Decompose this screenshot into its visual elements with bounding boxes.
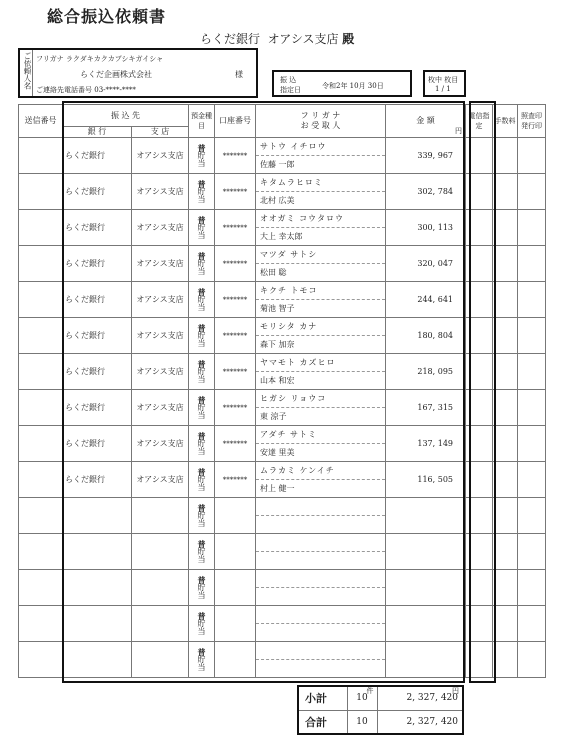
send-no-cell <box>19 246 63 282</box>
col-stamp: 照査印発行印 <box>518 105 546 138</box>
recipient-name: 山本 和宏 <box>260 376 295 385</box>
stamp-cell <box>518 210 546 246</box>
send-no-cell <box>19 318 63 354</box>
deposit-type-futsu: 普 <box>197 610 206 621</box>
deposit-type-toza: 当 <box>197 590 206 600</box>
col-furigana: フ リ ガ ナ <box>300 111 341 120</box>
deposit-type-chochiku: 貯 <box>197 546 206 556</box>
honorific: 殿 <box>342 32 355 46</box>
fee-cell <box>493 174 518 210</box>
send-no-cell <box>19 606 63 642</box>
col-amount-label: 金 額 <box>416 116 435 125</box>
requester-furigana: ラクダキカクカブシキガイシャ <box>65 55 164 63</box>
total-label: 合計 <box>299 710 347 733</box>
deposit-type-futsu: 普 <box>197 358 206 369</box>
fee-cell <box>493 354 518 390</box>
recipient-name: 東 涼子 <box>260 412 287 421</box>
recipient-name: 松田 聡 <box>260 268 287 277</box>
deposit-type-toza: 当 <box>197 302 206 312</box>
send-no-cell <box>19 642 63 678</box>
account-cell: ******* <box>215 210 256 246</box>
deposit-type-toza: 当 <box>197 266 206 276</box>
deposit-type-chochiku: 貯 <box>197 294 206 304</box>
bank-cell: らくだ銀行 <box>63 138 132 174</box>
account-cell: ******* <box>215 246 256 282</box>
recipient-name: 森下 加奈 <box>260 340 295 349</box>
deposit-type-toza: 当 <box>197 194 206 204</box>
deposit-type-toza: 当 <box>197 482 206 492</box>
fee-cell <box>493 570 518 606</box>
fee-cell <box>493 318 518 354</box>
phone-number: 03-****-**** <box>94 86 136 94</box>
fee-cell <box>493 462 518 498</box>
deposit-type-chochiku: 貯 <box>197 654 206 664</box>
transfer-date-label-2: 指定日 <box>280 86 301 94</box>
bank-cell: らくだ銀行 <box>63 210 132 246</box>
recipient-kana: キクチ トモコ <box>256 282 385 300</box>
transfer-date-value: 令和2年 10月 30日 <box>322 82 384 90</box>
recipient-name: 大上 幸太郎 <box>260 232 303 241</box>
fee-cell <box>493 282 518 318</box>
amount-cell: 116, 505 <box>386 462 466 498</box>
recipient-name: 安達 里美 <box>260 448 295 457</box>
deposit-type-chochiku: 貯 <box>197 330 206 340</box>
subtotal-label: 小計 <box>299 687 347 710</box>
deposit-type-toza: 当 <box>197 446 206 456</box>
account-cell: ******* <box>215 282 256 318</box>
account-cell: ******* <box>215 462 256 498</box>
recipient-name: 村上 健一 <box>260 484 295 493</box>
fee-cell <box>493 642 518 678</box>
ken-unit: 件 <box>366 687 374 695</box>
stamp-cell <box>518 606 546 642</box>
fee-cell <box>493 606 518 642</box>
col-account-no: 口座番号 <box>215 105 256 138</box>
destination-bank <box>200 30 354 47</box>
stamp-cell <box>518 354 546 390</box>
totals-box <box>297 685 464 735</box>
requester-furigana-label: フリガナ <box>36 55 64 63</box>
deposit-type-chochiku: 貯 <box>197 582 206 592</box>
deposit-type-toza: 当 <box>197 554 206 564</box>
stamp-cell <box>518 462 546 498</box>
stamp-cell <box>518 174 546 210</box>
deposit-type-futsu: 普 <box>197 538 206 549</box>
deposit-type-chochiku: 貯 <box>197 258 206 268</box>
requester-side-label: ご依頼人名 <box>23 52 32 90</box>
subtotal-count: 10 <box>356 693 368 704</box>
deposit-type-futsu: 普 <box>197 574 206 585</box>
recipient-kana: モリシタ カナ <box>256 318 385 336</box>
amount-cell: 218, 095 <box>386 354 466 390</box>
recipient-name: 佐藤 一郎 <box>260 160 295 169</box>
deposit-type-chochiku: 貯 <box>197 186 206 196</box>
yen-unit: 円 <box>452 687 459 695</box>
stamp-cell <box>518 318 546 354</box>
deposit-type-futsu: 普 <box>197 430 206 441</box>
recipient-kana: マツダ サトシ <box>256 246 385 264</box>
amount-cell: 244, 641 <box>386 282 466 318</box>
fee-cell <box>493 390 518 426</box>
deposit-type-futsu: 普 <box>197 214 206 225</box>
bank-cell: らくだ銀行 <box>63 282 132 318</box>
deposit-type-toza: 当 <box>197 626 206 636</box>
bank-cell: らくだ銀行 <box>63 426 132 462</box>
deposit-type-toza: 当 <box>197 518 206 528</box>
form-title: 総合振込依頼書 <box>47 7 167 26</box>
col-send-no: 送信番号 <box>19 105 63 138</box>
sheet-count-box <box>423 70 466 97</box>
amount-cell: 339, 967 <box>386 138 466 174</box>
amount-cell: 137, 149 <box>386 426 466 462</box>
col-furikomisaki: 振 込 先 <box>63 105 189 127</box>
account-cell: ******* <box>215 426 256 462</box>
bank-cell: らくだ銀行 <box>63 390 132 426</box>
deposit-type-chochiku: 貯 <box>197 474 206 484</box>
deposit-type-chochiku: 貯 <box>197 438 206 448</box>
branch-name: オアシス支店 <box>267 32 339 46</box>
account-cell: ******* <box>215 318 256 354</box>
bank-cell: らくだ銀行 <box>63 318 132 354</box>
send-no-cell <box>19 462 63 498</box>
bank-cell: らくだ銀行 <box>63 354 132 390</box>
deposit-type-futsu: 普 <box>197 646 206 657</box>
deposit-type-chochiku: 貯 <box>197 510 206 520</box>
total-count: 10 <box>347 710 377 733</box>
stamp-cell <box>518 138 546 174</box>
entry-frame <box>62 101 465 683</box>
stamp-cell <box>518 426 546 462</box>
deposit-type-futsu: 普 <box>197 466 206 477</box>
deposit-type-chochiku: 貯 <box>197 366 206 376</box>
deposit-type-toza: 当 <box>197 374 206 384</box>
account-cell: ******* <box>215 390 256 426</box>
col-deposit-type: 預金種目 <box>189 105 215 138</box>
transfer-date-label-1: 振 込 <box>280 76 297 84</box>
account-cell: ******* <box>215 354 256 390</box>
recipient-kana: オオガミ コウタロウ <box>256 210 385 228</box>
send-no-cell <box>19 354 63 390</box>
stamp-cell <box>518 570 546 606</box>
stamp-cell <box>518 642 546 678</box>
recipient-kana: サトウ イチロウ <box>256 138 385 156</box>
deposit-type-futsu: 普 <box>197 250 206 261</box>
transfer-date-box <box>272 70 412 97</box>
recipient-kana: アダチ サトミ <box>256 426 385 444</box>
account-cell: ******* <box>215 174 256 210</box>
col-fee: 手数料 <box>493 105 518 138</box>
fee-cell <box>493 534 518 570</box>
deposit-type-futsu: 普 <box>197 142 206 153</box>
deposit-type-toza: 当 <box>197 662 206 672</box>
bank-cell: らくだ銀行 <box>63 246 132 282</box>
recipient-name: 菊池 智子 <box>260 304 295 313</box>
amount-cell: 300, 113 <box>386 210 466 246</box>
branch-cell: オアシス支店 <box>132 138 189 174</box>
branch-cell: オアシス支店 <box>132 390 189 426</box>
fee-cell <box>493 246 518 282</box>
deposit-type-futsu: 普 <box>197 286 206 297</box>
phone-label: ご連絡先電話番号 <box>36 86 92 94</box>
fee-cell <box>493 498 518 534</box>
branch-cell: オアシス支店 <box>132 462 189 498</box>
subtotal-amount: 2, 327, 420 <box>406 693 458 704</box>
amount-cell: 302, 784 <box>386 174 466 210</box>
col-yen-label: 円 <box>455 127 462 135</box>
col-bank: 銀 行 <box>63 127 132 138</box>
send-no-cell <box>19 390 63 426</box>
stamp-cell <box>518 390 546 426</box>
sheet-value: 1 / 1 <box>435 85 451 93</box>
stamp-cell <box>518 282 546 318</box>
col-teleg: 電信指定 <box>466 105 493 138</box>
send-no-cell <box>19 498 63 534</box>
col-branch: 支 店 <box>132 127 189 138</box>
send-no-cell <box>19 570 63 606</box>
amount-cell: 180, 804 <box>386 318 466 354</box>
sheet-label: 枚中 枚目 <box>428 76 459 84</box>
branch-cell: オアシス支店 <box>132 354 189 390</box>
bank-cell: らくだ銀行 <box>63 174 132 210</box>
fee-cell <box>493 426 518 462</box>
requester-sama: 様 <box>235 70 243 79</box>
branch-cell: オアシス支店 <box>132 246 189 282</box>
deposit-type-futsu: 普 <box>197 502 206 513</box>
recipient-name: 北村 広美 <box>260 196 295 205</box>
deposit-type-toza: 当 <box>197 158 206 168</box>
amount-cell: 320, 047 <box>386 246 466 282</box>
send-no-cell <box>19 210 63 246</box>
branch-cell: オアシス支店 <box>132 318 189 354</box>
deposit-type-toza: 当 <box>197 410 206 420</box>
recipient-kana: ヒガシ リョウコ <box>256 390 385 408</box>
teleg-frame <box>469 101 496 683</box>
branch-cell: オアシス支店 <box>132 426 189 462</box>
deposit-type-chochiku: 貯 <box>197 618 206 628</box>
deposit-type-chochiku: 貯 <box>197 222 206 232</box>
recipient-kana: ムラカミ ケンイチ <box>256 462 385 480</box>
deposit-type-futsu: 普 <box>197 394 206 405</box>
account-cell: ******* <box>215 138 256 174</box>
total-amount: 2, 327, 420 <box>406 716 458 727</box>
send-no-cell <box>19 138 63 174</box>
deposit-type-futsu: 普 <box>197 322 206 333</box>
send-no-cell <box>19 174 63 210</box>
fee-cell <box>493 138 518 174</box>
bank-cell: らくだ銀行 <box>63 462 132 498</box>
deposit-type-chochiku: 貯 <box>197 150 206 160</box>
send-no-cell <box>19 426 63 462</box>
stamp-cell <box>518 246 546 282</box>
send-no-cell <box>19 282 63 318</box>
stamp-cell <box>518 534 546 570</box>
deposit-type-toza: 当 <box>197 338 206 348</box>
branch-cell: オアシス支店 <box>132 174 189 210</box>
requester-box <box>18 48 258 98</box>
col-recipient-label: お 受 取 人 <box>300 121 341 130</box>
recipient-kana: キタムラヒロミ <box>256 174 385 192</box>
deposit-type-futsu: 普 <box>197 178 206 189</box>
deposit-type-toza: 当 <box>197 230 206 240</box>
fee-cell <box>493 210 518 246</box>
bank-name: らくだ銀行 <box>200 32 261 46</box>
branch-cell: オアシス支店 <box>132 210 189 246</box>
requester-name: らくだ企画株式会社 <box>80 70 152 79</box>
recipient-kana: ヤマモト カズヒロ <box>256 354 385 372</box>
send-no-cell <box>19 534 63 570</box>
branch-cell: オアシス支店 <box>132 282 189 318</box>
amount-cell: 167, 315 <box>386 390 466 426</box>
stamp-cell <box>518 498 546 534</box>
deposit-type-chochiku: 貯 <box>197 402 206 412</box>
